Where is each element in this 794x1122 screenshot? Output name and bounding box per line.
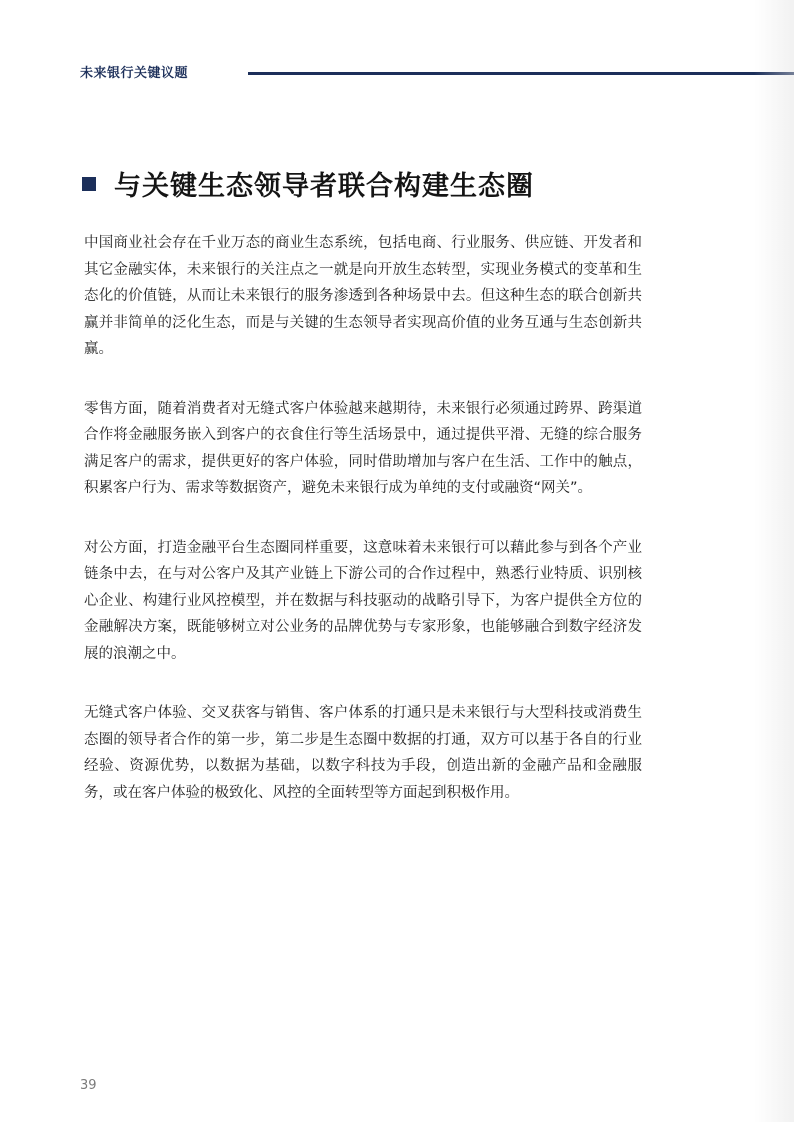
paragraph: 中国商业社会存在千业万态的商业生态系统，包括电商、行业服务、供应链、开发者和其它金融实体，未来银行的关注点之一就是向开放生态转型，实现业务模式的变革和生态化的价值链，从而让未来银行的服务渗透到各种场景中去。但这种生态的联合创新共赢并非简单的泛化生态，而是与关键的生态领导者实现高价值的业务互通与生态创新共赢。 [84,235,642,357]
running-header-title: 未来银行关键议题 [80,66,189,81]
page-number: 39 [80,1078,97,1093]
body-text [84,230,642,839]
paragraph: 对公方面，打造金融平台生态圈同样重要，这意味着未来银行可以藉此参与到各个产业链条中去，在与对公客户及其产业链上下游公司的合作过程中，熟悉行业特质、识别核心企业、构建行业风控模型，并在数据与科技驱动的战略引导下，为客户提供全方位的金融解决方案，既能够树立对公业务的品牌优势与专家形象，也能够融合到数字经济发展的浪潮之中。 [84,539,642,662]
section-heading [82,164,534,203]
paragraph: 无缝式客户体验、交叉获客与销售、客户体系的打通只是未来银行与大型科技或消费生态圈的领导者合作的第一步，第二步是生态圈中数据的打通，双方可以基于各自的行业经验、资源优势，以数据为基础，以数字科技为手段，创造出新的金融产品和金融服务，或在客户体验的极致化、风控的全面转型等方面起到积极作用。 [84,705,642,801]
header-rule [248,72,794,75]
paragraph: 零售方面，随着消费者对无缝式客户体验越来越期待，未来银行必须通过跨界、跨渠道合作将金融服务嵌入到客户的衣食住行等生活场景中，通过提供平滑、无缝的综合服务满足客户的需求，提供更好的客户体验，同时借助增加与客户在生活、工作中的触点，积累客户行为、需求等数据资产，避免未来银行成为单纯的支付或融资“网关”。 [84,400,642,496]
heading-square-bullet-icon [82,177,96,191]
section-heading-text: 与关键生态领导者联合构建生态圈 [114,171,534,202]
page-edge-shadow [754,0,794,1122]
